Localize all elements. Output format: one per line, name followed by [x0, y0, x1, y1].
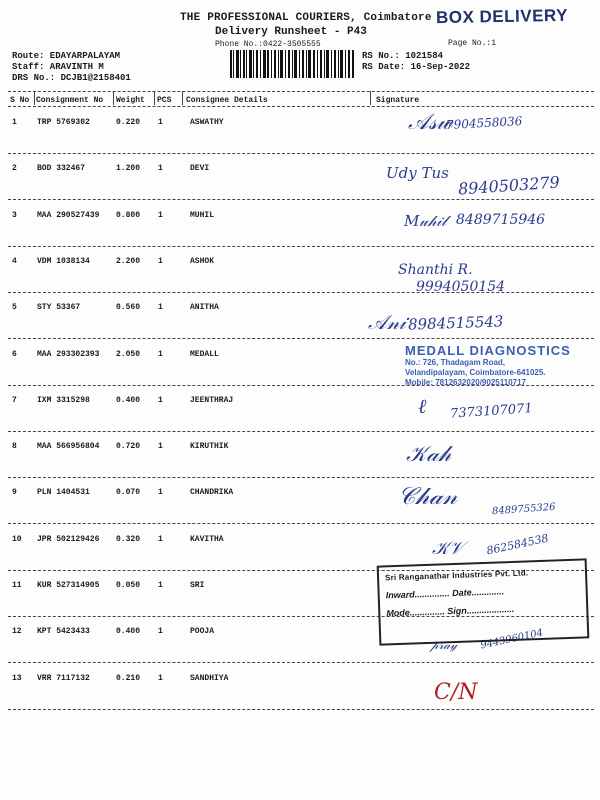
col-weight: Weight	[116, 96, 145, 105]
row-pcs: 1	[158, 210, 163, 220]
row-consignee: MUHIL	[190, 210, 215, 220]
row-sno: 8	[12, 442, 17, 452]
row-divider	[8, 153, 594, 154]
row-sno: 3	[12, 210, 17, 220]
row-consignee: KIRUTHIK	[190, 442, 229, 452]
row-pcs: 1	[158, 627, 163, 637]
row-pcs: 1	[158, 164, 163, 174]
signature-scribble: 𝒦𝒶𝒽	[406, 442, 452, 467]
row-pcs: 1	[158, 349, 163, 359]
medall-address: Velandipalayam, Coimbatore-641025.	[405, 368, 546, 377]
row-consignee: SANDHIYA	[190, 673, 229, 683]
row-consignee: SRI	[190, 581, 205, 590]
row-weight: 0.400	[116, 395, 141, 405]
row-pcs: 1	[158, 673, 163, 683]
drs-number: DRS No.: DCJB1@2158401	[12, 73, 131, 83]
col-consignment: Consignment No	[36, 96, 104, 105]
row-sno: 11	[12, 581, 22, 590]
row-consignee: ANITHA	[190, 303, 219, 313]
row-consignment: VDM 1038134	[37, 256, 90, 266]
rs-info	[362, 51, 470, 73]
handwritten-signature: Udy Tus	[386, 164, 449, 182]
row-weight: 0.070	[116, 488, 141, 498]
row-divider	[8, 199, 594, 200]
row-pcs: 1	[158, 395, 163, 405]
row-consignee: ASWATHY	[190, 118, 224, 127]
handwritten-phone: 8489755326	[491, 501, 556, 518]
row-consignment: PLN 1404531	[37, 488, 90, 498]
row-weight: 0.320	[116, 534, 141, 544]
row-weight: 0.560	[116, 303, 141, 313]
row-consignment: STY 53367	[37, 303, 81, 313]
medall-address: No.: 726, Thadagam Road,	[405, 358, 506, 367]
medall-stamp	[405, 343, 571, 388]
row-divider	[8, 662, 594, 663]
row-consignment: MAA 290527439	[37, 210, 100, 220]
medall-name: MEDALL DIAGNOSTICS	[405, 343, 571, 358]
handwritten-phone: 862584538	[485, 531, 550, 558]
col-pcs: PCS	[157, 96, 172, 105]
handwritten-cn: C/N	[434, 680, 478, 705]
handwritten-signature: Shanthi R.	[398, 262, 473, 278]
route-info	[12, 51, 131, 84]
signature-scribble: 𝑀𝓊𝒽𝒾𝓁	[404, 212, 447, 230]
runsheet-title: Delivery Runsheet - P43	[215, 26, 367, 38]
row-pcs: 1	[158, 581, 163, 590]
row-weight: 0.800	[116, 210, 141, 220]
row-consignment: KUR 527314905	[37, 581, 100, 590]
col-consignee: Consignee Details	[186, 96, 268, 105]
row-divider	[8, 246, 594, 247]
handwritten-phone: 8489715946	[456, 212, 546, 228]
row-divider	[8, 338, 594, 339]
row-weight: 0.400	[116, 627, 141, 637]
row-divider	[8, 709, 594, 710]
signature-scribble: 𝓅𝓇𝒶𝓎	[430, 638, 458, 652]
handwritten-phone: 9443960104	[479, 627, 545, 652]
row-weight: 0.210	[116, 673, 141, 683]
row-consignment: KPT 5423433	[37, 627, 90, 637]
row-sno: 10	[12, 534, 22, 544]
row-consignment: MAA 566956804	[37, 442, 100, 452]
divider	[8, 91, 594, 92]
handwritten-phone: 9994050154	[416, 279, 506, 295]
stamp-inward: Inward.............. Date.............	[385, 586, 505, 601]
row-consignment: BOD 332467	[37, 164, 86, 174]
staff: Staff: ARAVINTH M	[12, 62, 104, 72]
col-divider	[34, 91, 35, 105]
signature-scribble: 𝒞𝒽𝒶𝓃	[398, 482, 458, 510]
row-consignment: VRR 7117132	[37, 673, 90, 683]
row-sno: 13	[12, 673, 22, 683]
row-pcs: 1	[158, 303, 163, 313]
row-pcs: 1	[158, 256, 163, 266]
row-divider	[8, 477, 594, 478]
handwritten-phone: 8984515543	[407, 312, 504, 334]
row-consignment: MAA 293302393	[37, 349, 100, 359]
phone-number: Phone No.:0422-3505555	[215, 40, 321, 49]
company-stamp	[377, 558, 590, 645]
row-weight: 0.720	[116, 442, 141, 452]
box-delivery-stamp: BOX DELIVERY	[435, 5, 569, 28]
row-pcs: 1	[158, 442, 163, 452]
signature-scribble: 𝒦𝒱	[432, 538, 464, 559]
col-divider	[154, 91, 155, 105]
page-number: Page No.:1	[448, 39, 497, 48]
row-weight: 2.050	[116, 349, 141, 359]
row-consignee: POOJA	[190, 627, 215, 637]
col-sno: S No	[10, 96, 30, 105]
row-sno: 9	[12, 488, 17, 498]
row-consignment: TRP 5769302	[37, 118, 90, 127]
signature-scribble: 𝒜𝓃𝒾	[368, 310, 406, 334]
row-consignment: JPR 502129426	[37, 534, 100, 544]
row-sno: 6	[12, 349, 17, 359]
row-consignee: MEDALL	[190, 349, 219, 359]
row-consignee: KAVITHA	[190, 534, 224, 544]
rs-date: RS Date: 16-Sep-2022	[362, 62, 471, 72]
signature-scribble: 𝒜𝓈𝓌	[408, 110, 453, 135]
company-title: THE PROFESSIONAL COURIERS, Coimbatore	[180, 12, 432, 24]
row-sno: 5	[12, 303, 17, 313]
route: Route: EDAYARPALAYAM	[12, 51, 121, 61]
stamp-company: Sri Ranganathar Industries Pvt. Ltd.	[384, 568, 529, 583]
row-weight: 1.200	[116, 164, 141, 174]
handwritten-phone: 7373107071	[449, 401, 534, 422]
row-sno: 2	[12, 164, 17, 174]
signature-scribble: ℓ	[418, 394, 427, 418]
row-weight: 0.050	[116, 581, 141, 590]
col-signature: Signature	[376, 96, 420, 105]
row-consignee: CHANDRIKA	[190, 488, 234, 498]
rs-number: RS No.: 1021584	[362, 51, 444, 61]
row-divider	[8, 523, 594, 524]
medall-mobile: Mobile: 7812632020/9025110717	[405, 378, 526, 387]
row-weight: 2.200	[116, 256, 141, 266]
barcode	[230, 50, 354, 78]
row-sno: 1	[12, 118, 17, 127]
row-sno: 4	[12, 256, 17, 266]
row-sno: 7	[12, 395, 17, 405]
row-consignee: ASHOK	[190, 256, 215, 266]
row-sno: 12	[12, 627, 22, 637]
col-divider	[370, 91, 371, 105]
row-divider	[8, 292, 594, 293]
row-weight: 0.220	[116, 118, 141, 127]
divider	[8, 106, 594, 107]
handwritten-phone: 7904558036	[445, 114, 523, 132]
row-pcs: 1	[158, 534, 163, 544]
row-pcs: 1	[158, 488, 163, 498]
row-divider	[8, 431, 594, 432]
handwritten-phone: 8940503279	[457, 172, 561, 199]
row-consignee: JEENTHRAJ	[190, 395, 234, 405]
col-divider	[113, 91, 114, 105]
row-consignment: IXM 3315298	[37, 395, 90, 405]
stamp-mode: Mode.............. Sign...................	[386, 603, 515, 619]
col-divider	[182, 91, 183, 105]
row-consignee: DEVI	[190, 164, 210, 174]
row-pcs: 1	[158, 118, 163, 127]
